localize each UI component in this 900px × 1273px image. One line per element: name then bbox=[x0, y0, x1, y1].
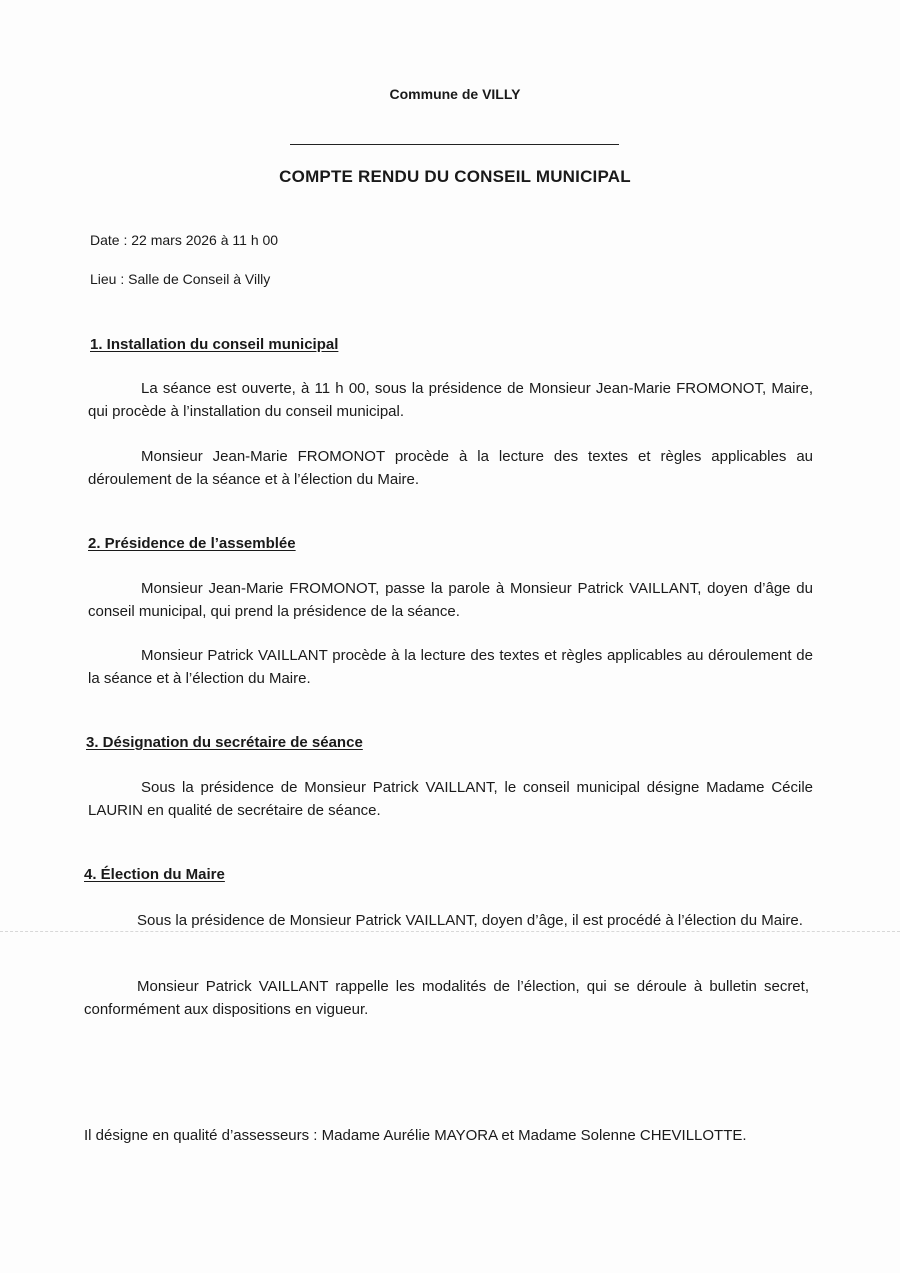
section-paragraph: Monsieur Jean-Marie FROMONOT procède à la lecture des textes et règles applicables au déroulement de la séance et à l’élection du Maire. bbox=[88, 448, 813, 488]
meeting-date: Date : 22 mars 2026 à 11 h 00 bbox=[90, 232, 279, 248]
document-title: COMPTE RENDU DU CONSEIL MUNICIPAL bbox=[279, 167, 631, 186]
scan-artifact-line bbox=[0, 931, 900, 932]
commune-name: Commune de VILLY bbox=[389, 86, 521, 102]
section-paragraph: Sous la présidence de Monsieur Patrick VAILLANT, le conseil municipal désigne Madame Cécile LAURIN en qualité de secrétaire de séance. bbox=[88, 779, 813, 819]
section-heading-presidence: 2. Présidence de l’assemblée bbox=[88, 535, 296, 552]
section-heading-election: 4. Élection du Maire bbox=[84, 866, 225, 883]
meeting-place: Lieu : Salle de Conseil à Villy bbox=[90, 271, 271, 287]
section-paragraph: Sous la présidence de Monsieur Patrick VAILLANT, doyen d’âge, il est procédé à l’élection du Maire. bbox=[137, 912, 803, 929]
closing-paragraph: Il désigne en qualité d’assesseurs : Madame Aurélie MAYORA et Madame Solenne CHEVILLOTTE. bbox=[84, 1127, 747, 1144]
section-paragraph: La séance est ouverte, à 11 h 00, sous la présidence de Monsieur Jean-Marie FROMONOT, Maire, qui procède à l’installation du conseil municipal. bbox=[88, 380, 813, 420]
section-heading-secretaire: 3. Désignation du secrétaire de séance bbox=[86, 734, 363, 751]
section-paragraph: Monsieur Jean-Marie FROMONOT, passe la parole à Monsieur Patrick VAILLANT, doyen d’âge du conseil municipal, qui prend la présidence de la séance. bbox=[88, 580, 813, 620]
header-divider bbox=[290, 144, 619, 145]
section-paragraph: Monsieur Patrick VAILLANT rappelle les modalités de l’élection, qui se déroule à bulletin secret, conformément aux dispositions en vigueur. bbox=[84, 978, 809, 1018]
section-paragraph: Monsieur Patrick VAILLANT procède à la lecture des textes et règles applicables au déroulement de la séance et à l’élection du Maire. bbox=[88, 647, 813, 687]
section-heading-installation: 1. Installation du conseil municipal bbox=[90, 336, 339, 353]
